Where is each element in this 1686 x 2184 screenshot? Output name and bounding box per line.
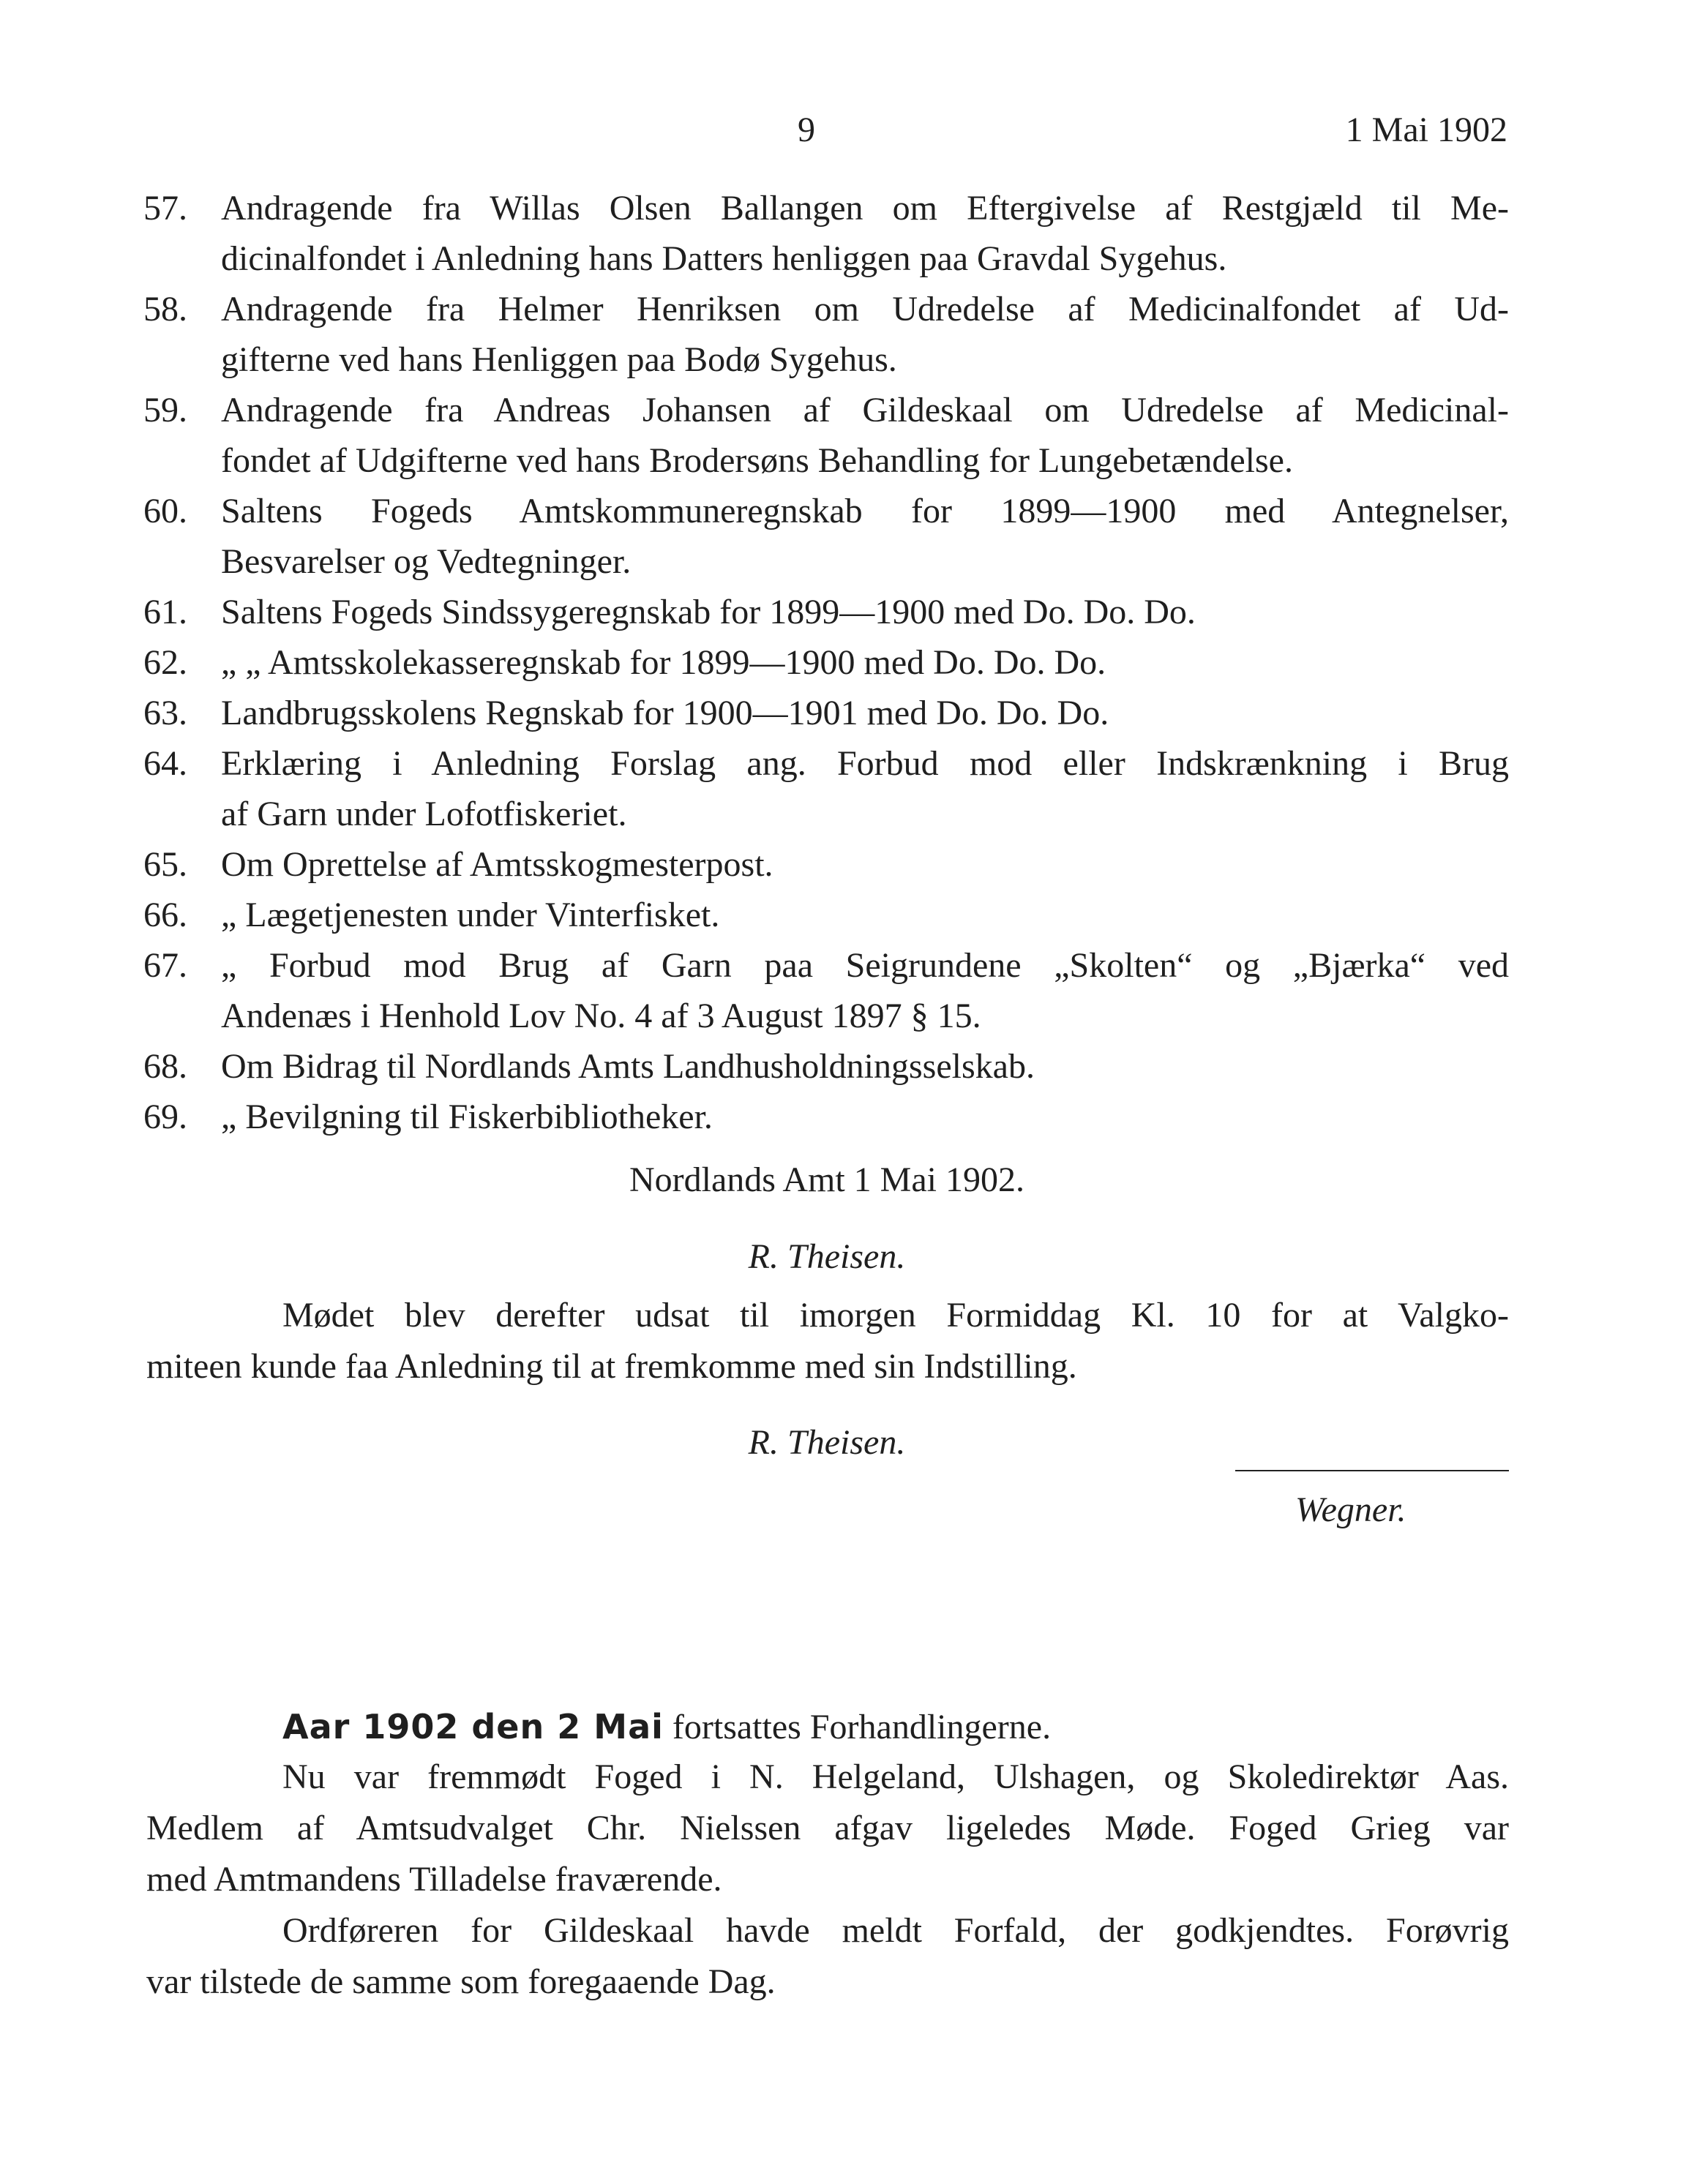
agenda-item-line: Om Bidrag til Nordlands Amts Landhusholdningsselskab. xyxy=(221,1047,1035,1086)
agenda-item-line: Erklæring i Anledning Forslag ang. Forbud mod eller Indskrænkning i Brug xyxy=(221,744,1509,783)
meeting-note-line-2: miteen kunde faa Anledning til at fremkomme med sin Indstilling. xyxy=(146,1347,1077,1386)
agenda-item xyxy=(143,1041,1509,1092)
agenda-item-line: Andragende fra Willas Olsen Ballangen om Eftergivelse af Restgjæld til Me- xyxy=(221,189,1509,228)
agenda-item-line: dicinalfondet i Anledning hans Datters henliggen paa Gravdal Sygehus. xyxy=(221,239,1227,278)
agenda-item-number: 65. xyxy=(143,845,187,884)
agenda-item-line: Saltens Fogeds Sindssygeregnskab for 1899—1900 med Do. Do. Do. xyxy=(221,593,1196,631)
paragraph-absence-line-1: Ordføreren for Gildeskaal havde meldt Forfald, der godkjendtes. Forøvrig xyxy=(282,1911,1509,1950)
paragraph-attendance-line-1: Nu var fremmødt Foged i N. Helgeland, Ulshagen, og Skoledirektør Aas. xyxy=(282,1757,1509,1796)
agenda-item-number: 63. xyxy=(143,694,187,732)
agenda-item-number: 67. xyxy=(143,946,187,985)
signature-theisen-1: R. Theisen. xyxy=(748,1237,906,1276)
section-heading-rest: fortsattes Forhandlingerne. xyxy=(672,1708,1052,1746)
agenda-item-number: 60. xyxy=(143,492,187,530)
agenda-item xyxy=(143,486,1509,587)
agenda-item-number: 57. xyxy=(143,189,187,228)
agenda-item xyxy=(143,385,1509,486)
header-date: 1 Mai 1902 xyxy=(1345,110,1507,149)
agenda-item xyxy=(143,637,1509,688)
agenda-item xyxy=(143,890,1509,940)
agenda-item xyxy=(143,738,1509,839)
agenda-list xyxy=(143,183,1509,1142)
agenda-item-number: 66. xyxy=(143,896,187,934)
agenda-item xyxy=(143,587,1509,637)
agenda-item-number: 59. xyxy=(143,391,187,429)
page-header xyxy=(146,110,1507,161)
agenda-item-line: „ Lægetjenesten under Vinterfisket. xyxy=(221,896,720,934)
agenda-item xyxy=(143,1092,1509,1142)
agenda-item-line: Andenæs i Henhold Lov No. 4 af 3 August 1897 § 15. xyxy=(221,997,981,1035)
agenda-item-line: Andragende fra Helmer Henriksen om Udredelse af Medicinalfondet af Ud- xyxy=(221,290,1509,329)
page-number: 9 xyxy=(798,110,815,149)
agenda-item xyxy=(143,940,1509,1041)
agenda-item-line: Besvarelser og Vedtegninger. xyxy=(221,542,632,581)
agenda-item-line: Landbrugsskolens Regnskab for 1900—1901 med Do. Do. Do. xyxy=(221,694,1109,732)
agenda-item-line: Saltens Fogeds Amtskommuneregnskab for 1899—1900 med Antegnelser, xyxy=(221,492,1509,530)
agenda-item-number: 58. xyxy=(143,290,187,329)
place-date: Nordlands Amt 1 Mai 1902. xyxy=(629,1160,1024,1199)
agenda-item xyxy=(143,839,1509,890)
paragraph-attendance-line-3: med Amtmandens Tilladelse fraværende. xyxy=(146,1860,722,1899)
agenda-item-line: fondet af Udgifterne ved hans Brodersøns Behandling for Lungebetændelse. xyxy=(221,441,1293,480)
paragraph-attendance xyxy=(146,1752,1509,1905)
agenda-item-number: 61. xyxy=(143,593,187,631)
section-heading xyxy=(146,1701,1509,1753)
signature-theisen-2: R. Theisen. xyxy=(748,1423,906,1462)
agenda-item-number: 64. xyxy=(143,744,187,783)
meeting-note-line-1: Mødet blev derefter udsat til imorgen Formiddag Kl. 10 for at Valgko- xyxy=(282,1296,1509,1335)
agenda-item-line: gifterne ved hans Henliggen paa Bodø Sygehus. xyxy=(221,340,897,379)
agenda-item-line: „ Forbud mod Brug af Garn paa Seigrundene „Skolten“ og „Bjærka“ ved xyxy=(221,946,1509,985)
agenda-item xyxy=(143,688,1509,738)
section-heading-bold: Aar 1902 den 2 Mai xyxy=(282,1707,664,1746)
meeting-note xyxy=(146,1290,1509,1392)
agenda-item-number: 68. xyxy=(143,1047,187,1086)
signature-rule xyxy=(1235,1470,1509,1471)
agenda-item-line: af Garn under Lofotfiskeriet. xyxy=(221,795,627,833)
paragraph-attendance-line-2: Medlem af Amtsudvalget Chr. Nielssen afgav ligeledes Møde. Foged Grieg var xyxy=(146,1809,1509,1847)
paragraph-absence-line-2: var tilstede de samme som foregaaende Dag. xyxy=(146,1962,776,2001)
agenda-item xyxy=(143,183,1509,284)
agenda-item-line: Andragende fra Andreas Johansen af Gildeskaal om Udredelse af Medicinal- xyxy=(221,391,1509,429)
agenda-item-line: „ „ Amtsskolekasseregnskab for 1899—1900 med Do. Do. Do. xyxy=(221,643,1106,682)
agenda-item-number: 69. xyxy=(143,1097,187,1136)
agenda-item-number: 62. xyxy=(143,643,187,682)
agenda-item-line: „ Bevilgning til Fiskerbibliotheker. xyxy=(221,1097,713,1136)
agenda-item-line: Om Oprettelse af Amtsskogmesterpost. xyxy=(221,845,773,884)
signature-wegner: Wegner. xyxy=(1295,1490,1406,1529)
agenda-item xyxy=(143,284,1509,385)
paragraph-absence xyxy=(146,1905,1509,2008)
